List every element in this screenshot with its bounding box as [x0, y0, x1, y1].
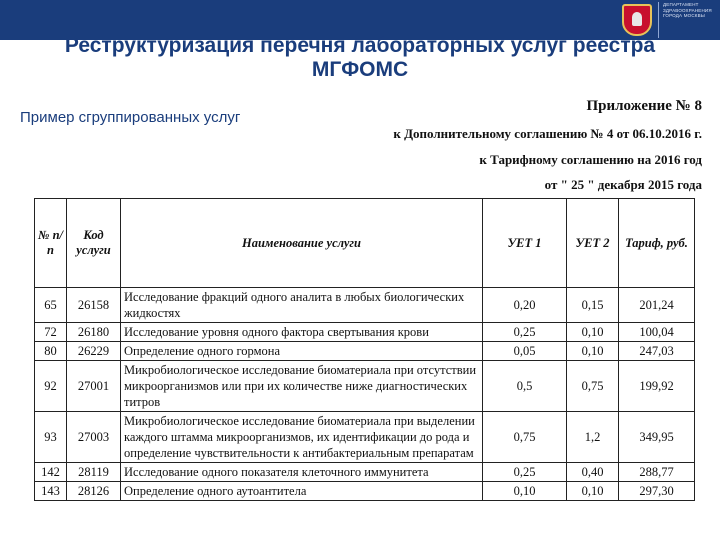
col-uet1-header: УЕТ 1 — [483, 199, 567, 288]
slide-title: Реструктуризация перечня лабораторных услуг реестра МГФОМС — [64, 34, 656, 81]
row-uet2: 0,10 — [567, 342, 619, 361]
services-table — [34, 198, 695, 501]
row-uet1: 0,25 — [483, 323, 567, 342]
moscow-coat-of-arms-icon — [622, 4, 652, 36]
col-num-header: № п/п — [35, 199, 67, 288]
row-uet2: 0,10 — [567, 482, 619, 501]
row-uet2: 0,10 — [567, 323, 619, 342]
row-num: 72 — [35, 323, 67, 342]
table-row — [35, 463, 695, 482]
row-code: 28119 — [67, 463, 121, 482]
table-row — [35, 412, 695, 463]
row-num: 142 — [35, 463, 67, 482]
row-name: Микробиологическое исследование биоматериала при выделении каждого штамма микроорганизмов, их идентификации до рода и определение чувствительности к антибактериальным препаратам — [121, 412, 483, 463]
rider-figure-icon — [632, 12, 642, 26]
row-uet1: 0,20 — [483, 288, 567, 323]
table-row — [35, 288, 695, 323]
table-row — [35, 323, 695, 342]
row-name: Определение одного аутоантитела — [121, 482, 483, 501]
row-name: Определение одного гормона — [121, 342, 483, 361]
slide-subtitle: Пример сгруппированных услуг — [20, 109, 241, 126]
row-tariff: 199,92 — [619, 361, 695, 412]
appendix-label: Приложение № 8 — [586, 98, 702, 114]
row-code: 26158 — [67, 288, 121, 323]
table-header-row — [35, 199, 695, 288]
row-num: 92 — [35, 361, 67, 412]
row-tariff: 247,03 — [619, 342, 695, 361]
col-tariff-header: Тариф, руб. — [619, 199, 695, 288]
row-name: Исследование одного показателя клеточного иммунитета — [121, 463, 483, 482]
row-num: 93 — [35, 412, 67, 463]
row-tariff: 288,77 — [619, 463, 695, 482]
row-name: Исследование фракций одного аналита в любых биологических жидкостях — [121, 288, 483, 323]
row-code: 27001 — [67, 361, 121, 412]
row-num: 80 — [35, 342, 67, 361]
row-uet2: 0,40 — [567, 463, 619, 482]
row-code: 27003 — [67, 412, 121, 463]
tariff-line: к Тарифному соглашению на 2016 год — [479, 152, 702, 167]
row-tariff: 297,30 — [619, 482, 695, 501]
row-tariff: 100,04 — [619, 323, 695, 342]
table-row — [35, 482, 695, 501]
row-uet2: 0,75 — [567, 361, 619, 412]
col-name-header: Наименование услуги — [121, 199, 483, 288]
row-tariff: 349,95 — [619, 412, 695, 463]
row-uet2: 0,15 — [567, 288, 619, 323]
table-row — [35, 361, 695, 412]
document-scan — [34, 94, 720, 540]
row-num: 65 — [35, 288, 67, 323]
table-row — [35, 342, 695, 361]
col-uet2-header: УЕТ 2 — [567, 199, 619, 288]
row-uet1: 0,75 — [483, 412, 567, 463]
row-uet1: 0,05 — [483, 342, 567, 361]
row-code: 28126 — [67, 482, 121, 501]
date-line: от " 25 " декабря 2015 года — [544, 177, 702, 192]
row-tariff: 201,24 — [619, 288, 695, 323]
row-num: 143 — [35, 482, 67, 501]
row-uet1: 0,10 — [483, 482, 567, 501]
row-name: Микробиологическое исследование биоматериала при отсутствии микроорганизмов или при их количестве ниже диагностических титров — [121, 361, 483, 412]
row-uet1: 0,25 — [483, 463, 567, 482]
row-name: Исследование уровня одного фактора свертывания крови — [121, 323, 483, 342]
agreement-line: к Дополнительному соглашению № 4 от 06.10.2016 г. — [393, 126, 702, 141]
row-code: 26180 — [67, 323, 121, 342]
row-uet1: 0,5 — [483, 361, 567, 412]
row-code: 26229 — [67, 342, 121, 361]
col-code-header: Код услуги — [67, 199, 121, 288]
logo-text: ДЕПАРТАМЕНТ ЗДРАВООХРАНЕНИЯ ГОРОДА МОСКВЫ — [658, 2, 715, 38]
row-uet2: 1,2 — [567, 412, 619, 463]
